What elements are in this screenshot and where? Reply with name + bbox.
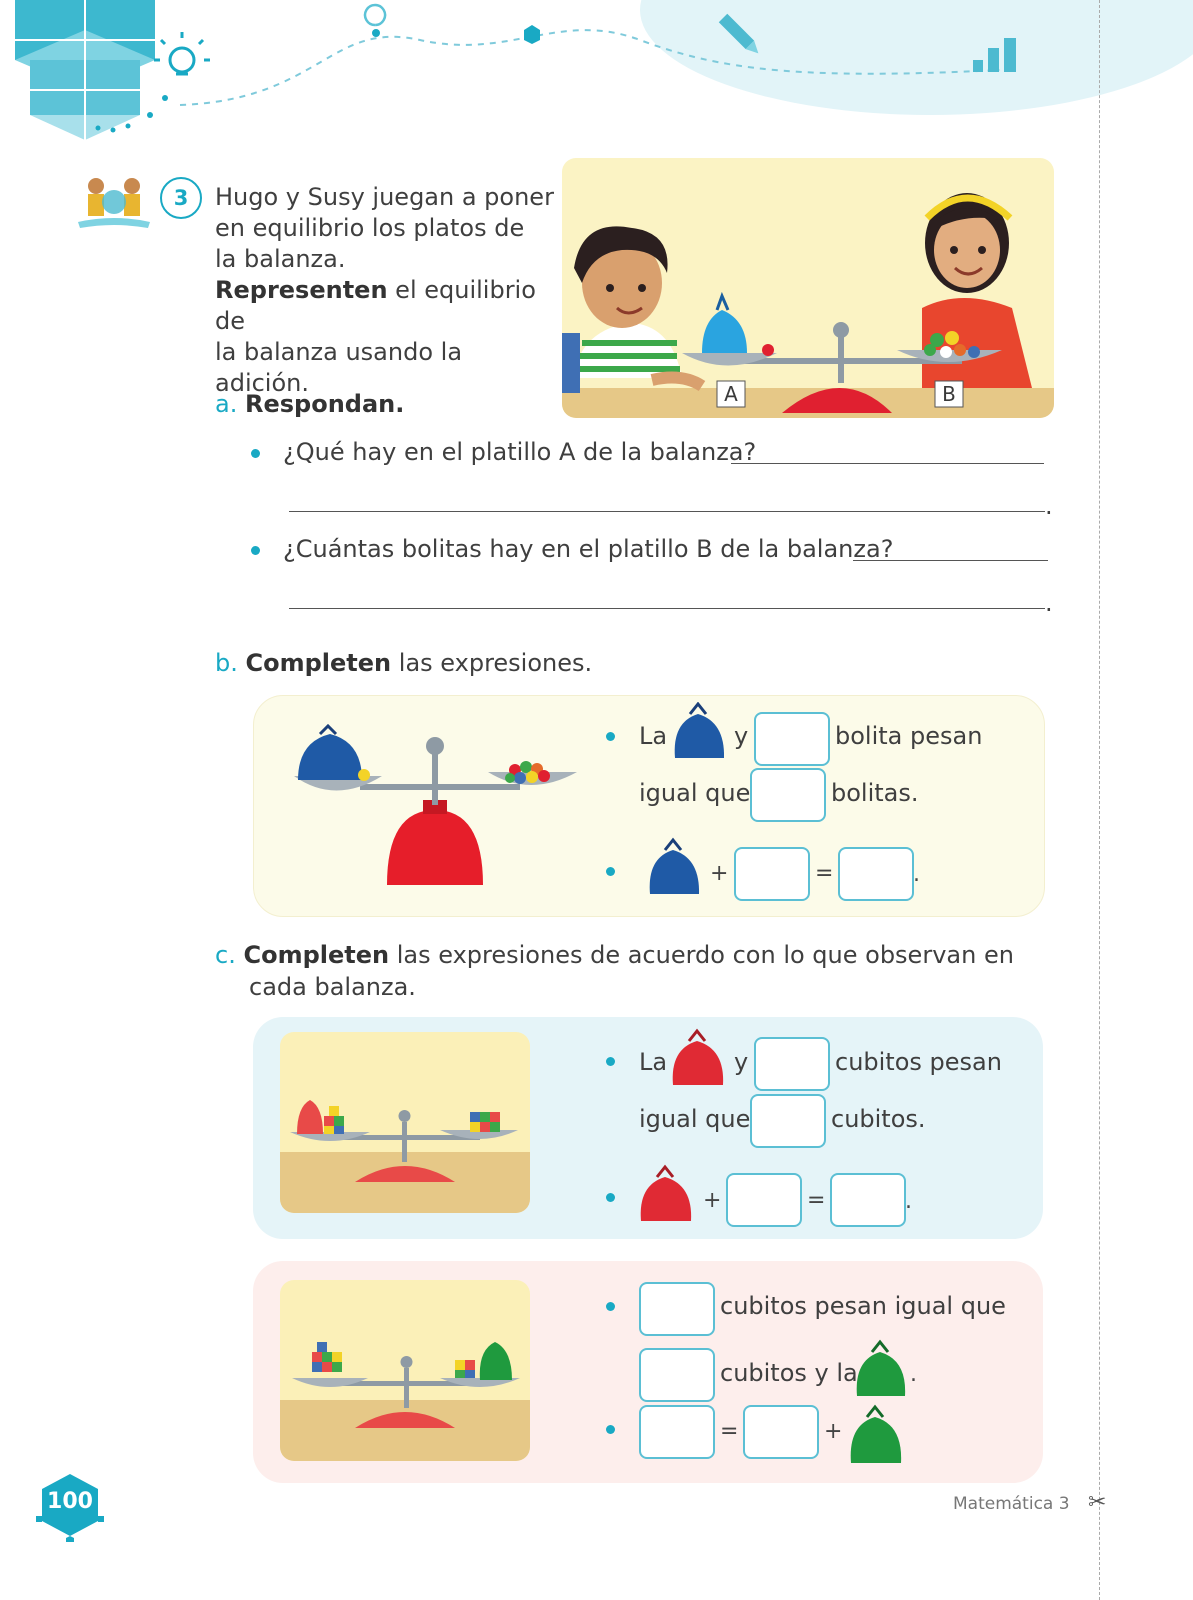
plate-label-a: A <box>724 382 738 406</box>
bullet <box>606 732 615 741</box>
answer-box[interactable] <box>743 1405 819 1459</box>
book-title: Matemática 3 <box>953 1494 1070 1514</box>
part-keyword: Completen <box>243 941 390 969</box>
blue-bag-icon <box>672 702 727 760</box>
answer-box[interactable] <box>838 847 914 901</box>
scale-c1-illustration <box>280 1032 530 1213</box>
header-decoration <box>0 0 1193 150</box>
plus-sign: + <box>710 861 729 886</box>
part-keyword: Completen <box>245 649 392 677</box>
sentence-text: igual que <box>639 1105 751 1133</box>
lightbulb-icon <box>154 32 210 74</box>
pin-icon <box>365 5 385 37</box>
period: . <box>913 862 920 887</box>
scale-c2-illustration <box>280 1280 530 1461</box>
exercise-intro <box>215 182 555 399</box>
sentence-text: igual que <box>639 779 751 807</box>
sentence-word: La <box>639 1048 668 1076</box>
sentence-text: cubitos y la <box>720 1359 858 1387</box>
equals-sign: = <box>807 1188 826 1213</box>
part-c-line: cada balanza. <box>249 973 416 1001</box>
bullet <box>251 449 260 458</box>
hugo-susy-illustration <box>562 158 1054 418</box>
plate-label-b: B <box>942 382 956 406</box>
answer-box[interactable] <box>639 1348 715 1402</box>
scale-b-illustration <box>290 720 585 890</box>
answer-box[interactable] <box>726 1173 802 1227</box>
intro-line: en equilibrio los platos de <box>215 214 525 242</box>
answer-box[interactable] <box>734 847 810 901</box>
bullet <box>606 867 615 876</box>
question-2: ¿Cuántas bolitas hay en el platillo B de la balanza? <box>283 535 894 563</box>
sentence-word: y <box>734 722 749 750</box>
red-bag-icon <box>670 1027 726 1087</box>
part-title: las expresiones. <box>391 649 593 677</box>
blue-bag-icon <box>298 726 362 780</box>
intro-line: Hugo y Susy juegan a poner <box>215 183 554 211</box>
answer-line[interactable] <box>289 608 1045 609</box>
part-c-line <box>215 939 1015 971</box>
part-a-heading <box>215 390 404 418</box>
exercise-number: 3 <box>160 177 202 219</box>
part-letter: a. <box>215 390 238 418</box>
intro-line <box>215 275 555 337</box>
equals-sign: = <box>720 1419 739 1444</box>
answer-box[interactable] <box>750 768 826 822</box>
intro-text: el equilibrio de <box>215 276 536 335</box>
bullet <box>606 1193 615 1202</box>
part-letter: c. <box>215 941 236 969</box>
sentence-text: bolita pesan <box>835 722 983 750</box>
scissors-icon: ✂ <box>1088 1490 1107 1515</box>
equals-sign: = <box>815 861 834 886</box>
sentence-text: bolitas. <box>831 779 919 807</box>
sentence-text: cubitos. <box>831 1105 926 1133</box>
period: . <box>1045 589 1053 617</box>
sentence-text: cubitos pesan <box>835 1048 1002 1076</box>
intro-keyword: Representen <box>215 276 388 304</box>
part-b-heading <box>215 649 592 677</box>
small-cube-icon <box>524 25 540 44</box>
answer-box[interactable] <box>639 1282 715 1336</box>
kids-reading-icon <box>74 170 154 232</box>
green-bag-icon <box>848 1403 904 1465</box>
part-c-heading <box>215 939 1015 1003</box>
sentence-word: y <box>734 1048 749 1076</box>
plus-sign: + <box>824 1419 843 1444</box>
intro-line: la balanza usando la adición. <box>215 338 463 397</box>
period: . <box>905 1189 912 1214</box>
sentence-text: cubitos pesan igual que <box>720 1292 1006 1320</box>
green-bag-icon <box>854 1338 908 1398</box>
cut-line <box>1099 0 1100 1600</box>
part-letter: b. <box>215 649 238 677</box>
answer-line[interactable] <box>853 560 1048 561</box>
period: . <box>1045 492 1053 520</box>
page-number: 100 <box>47 1489 93 1514</box>
period: . <box>910 1362 917 1387</box>
bullet <box>606 1425 615 1434</box>
blue-bag-icon <box>647 836 702 896</box>
plus-sign: + <box>703 1188 722 1213</box>
intro-line: la balanza. <box>215 245 346 273</box>
answer-box[interactable] <box>754 712 830 766</box>
bullet <box>606 1057 615 1066</box>
bullet <box>606 1302 615 1311</box>
question-1: ¿Qué hay en el platillo A de la balanza? <box>283 438 757 466</box>
bullet <box>251 546 260 555</box>
answer-box[interactable] <box>750 1094 826 1148</box>
hugo-figure <box>562 226 702 393</box>
answer-line[interactable] <box>289 511 1045 512</box>
part-title: las expresiones de acuerdo con lo que observan en <box>389 941 1014 969</box>
red-bag-icon <box>638 1163 694 1223</box>
sentence-word: La <box>639 722 668 750</box>
answer-line[interactable] <box>731 463 1044 464</box>
part-title: Respondan. <box>244 390 405 418</box>
answer-box[interactable] <box>754 1037 830 1091</box>
answer-box[interactable] <box>639 1405 715 1459</box>
answer-box[interactable] <box>830 1173 906 1227</box>
cubes-icon <box>15 0 155 140</box>
